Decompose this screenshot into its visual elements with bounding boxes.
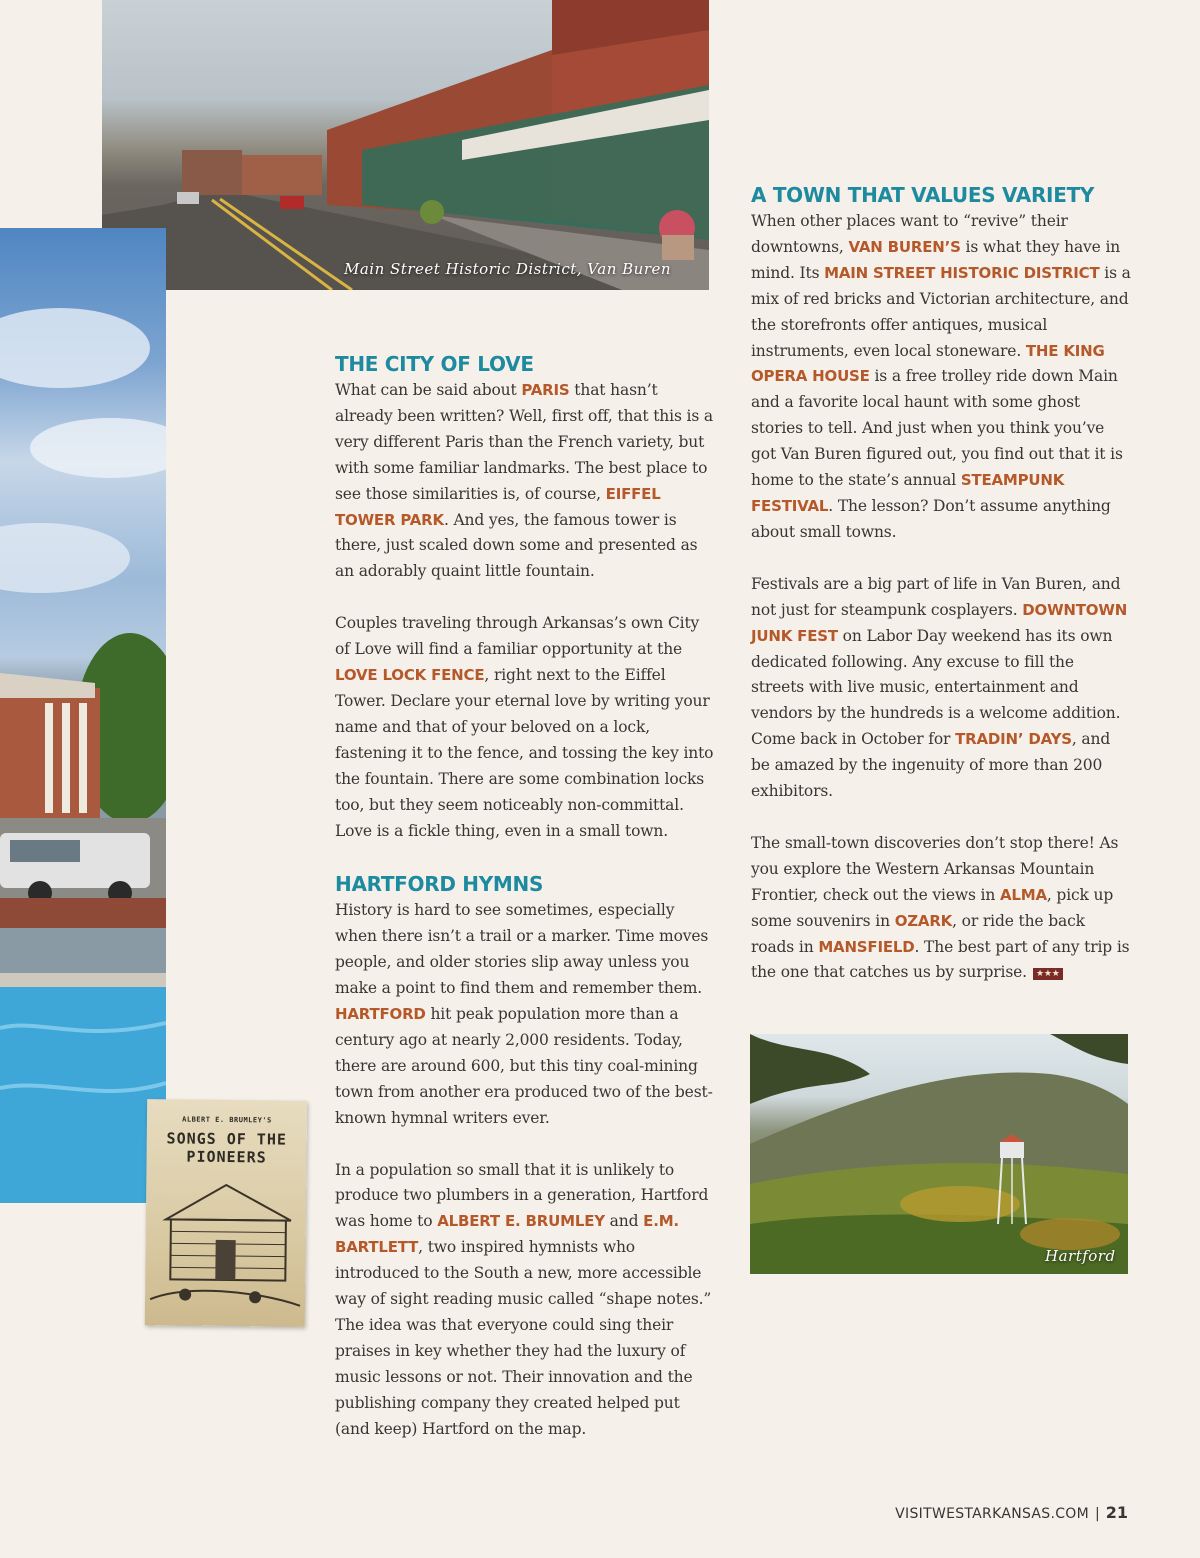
hartford-highlight: HARTFORD [335, 1005, 426, 1024]
text-run: , two inspired hymnists who introduced to the South a new, more accessible way of sight reading music called “shape notes.” The idea was that everyone could sing their praises in key whether they had the luxury of music lessons or not. Their innovation and the publishing company they created helped put (and keep) Hartford on the map. [335, 1238, 712, 1438]
text-run: , right next to the Eiffel Tower. Declare your eternal love by writing your name and that of your beloved on a lock, fastening it to the fence, and tossing the key into the fountain. There are some combination locks too, but they seem noticeably non-committal. Love is a fickle thing, even in a small town. [335, 666, 714, 840]
mansfield-highlight: MANSFIELD [818, 937, 915, 956]
page-number: 21 [1105, 1503, 1128, 1522]
text-run: , and be amazed by the ingenuity of more than 200 exhibitors. [751, 730, 1111, 801]
variety-paragraph-3 [751, 831, 1131, 986]
steampunk-festival-highlight: STEAMPUNK FESTIVAL [751, 471, 1065, 515]
text-run: is a mix of red bricks and Victorian architecture, and the storefronts offer antiques, musical instruments, even local stoneware. [751, 263, 1131, 360]
city-of-love-heading: THE CITY OF LOVE [335, 352, 534, 376]
paris-highlight: PARIS [521, 381, 570, 399]
love-lock-fence-highlight: LOVE LOCK FENCE [335, 666, 485, 685]
log-cabin-illustration [145, 1099, 307, 1327]
main-street-photo [102, 0, 709, 290]
left-courthouse-photo [0, 228, 166, 1203]
text-run: Couples traveling through Arkansas’s own City of Love will find a familiar opportunity at the [335, 614, 700, 659]
albert-brumley-highlight: ALBERT E. BRUMLEY [437, 1212, 605, 1231]
alma-highlight: ALMA [999, 885, 1047, 904]
variety-paragraph-1 [751, 209, 1131, 546]
em-bartlett-highlight: E.M. BARTLETT [335, 1212, 679, 1257]
main-street-district-highlight: MAIN STREET HISTORIC DISTRICT [824, 263, 1100, 282]
hartford-water-tower-illustration [750, 1034, 1128, 1274]
text-run: on Labor Day weekend has its own dedicated following. Any excuse to fill the streets with live music, entertainment and vendors by the hundreds is a welcome addition. Come back in October for [751, 626, 1121, 749]
three-stars-icon: ★★★ [1033, 968, 1063, 980]
eiffel-tower-park-highlight: EIFFEL TOWER PARK [335, 484, 661, 529]
text-run: When other places want to “revive” their downtowns, [751, 212, 1068, 256]
hartford-hymns-heading: HARTFORD HYMNS [335, 872, 544, 897]
text-run: . The lesson? Don’t assume anything about small towns. [751, 496, 1111, 541]
songbook-main-title: SONGS OF THE PIONEERS [166, 1129, 288, 1167]
text-run: . And yes, the famous tower is there, just scaled down some and presented as an adorably quaint little fountain. [335, 510, 698, 581]
king-opera-house-highlight: THE KING OPERA HOUSE [751, 341, 1105, 386]
songbook-cover-photo [145, 1099, 307, 1327]
courthouse-illustration [0, 228, 166, 1203]
footer-separator: | [1095, 1506, 1100, 1522]
left-text-column [335, 350, 715, 1469]
text-run: In a population so small that it is unlikely to produce two plumbers in a generation, Hartford was home to [335, 1160, 709, 1231]
text-run: , pick up some souvenirs in [751, 885, 1114, 930]
downtown-junk-fest-highlight: DOWNTOWN JUNK FEST [751, 600, 1128, 645]
text-run: The small-town discoveries don’t stop there! As you explore the Western Arkansas Mountain Frontier, check out the views in [751, 833, 1119, 904]
city-of-love-paragraph-2 [335, 611, 715, 844]
hartford-hymns-paragraph-1 [335, 898, 715, 1131]
main-street-illustration [102, 0, 709, 290]
website-url: VISITWESTARKANSAS.COM [895, 1506, 1090, 1522]
text-run: and [604, 1212, 644, 1231]
text-run: that hasn’t already been written? Well, first off, that this is a very different Paris than the French variety, but with some familiar landmarks. The best place to see those similarities is, of course, [335, 381, 714, 503]
hartford-photo [750, 1034, 1128, 1274]
text-run: is a free trolley ride down Main and a favorite local haunt with some ghost stories to tell. And just when you think you’ve got Van Buren figured out, you find out that it is home to the state’s annual [751, 367, 1123, 490]
main-street-caption: Main Street Historic District, Van Buren [344, 260, 672, 278]
variety-heading: A TOWN THAT VALUES VARIETY [751, 183, 1095, 207]
text-run: What can be said about [335, 381, 522, 399]
city-of-love-paragraph-1 [335, 378, 715, 585]
hartford-caption: Hartford [1045, 1247, 1116, 1265]
songbook-small-line: ALBERT E. BRUMLEY'S [182, 1115, 272, 1125]
text-run: Festivals are a big part of life in Van Buren, and not just for steampunk cosplayers. [751, 574, 1121, 619]
page-footer [895, 1503, 1128, 1522]
hartford-hymns-paragraph-2 [335, 1158, 715, 1443]
right-text-column [751, 181, 1131, 1012]
text-run: hit peak population more than a century ago at nearly 2,000 residents. Today, there are around 600, but this tiny coal-mining town from another era produced two of the best-known hymnal writers ever. [335, 1005, 713, 1127]
text-run: History is hard to see sometimes, especially when there isn’t a trail or a marker. Time moves people, and older stories slip away unless you make a point to find them and remember them. [335, 901, 709, 998]
text-run: . The best part of any trip is the one that catches us by surprise. [751, 937, 1130, 982]
variety-paragraph-2 [751, 572, 1131, 805]
text-run: , or ride the back roads in [751, 911, 1085, 956]
text-run: is what they have in mind. Its [751, 237, 1121, 282]
tradin-days-highlight: TRADIN’ DAYS [955, 730, 1072, 749]
van-buren-highlight: VAN BUREN’S [848, 237, 961, 256]
ozark-highlight: OZARK [894, 911, 953, 930]
